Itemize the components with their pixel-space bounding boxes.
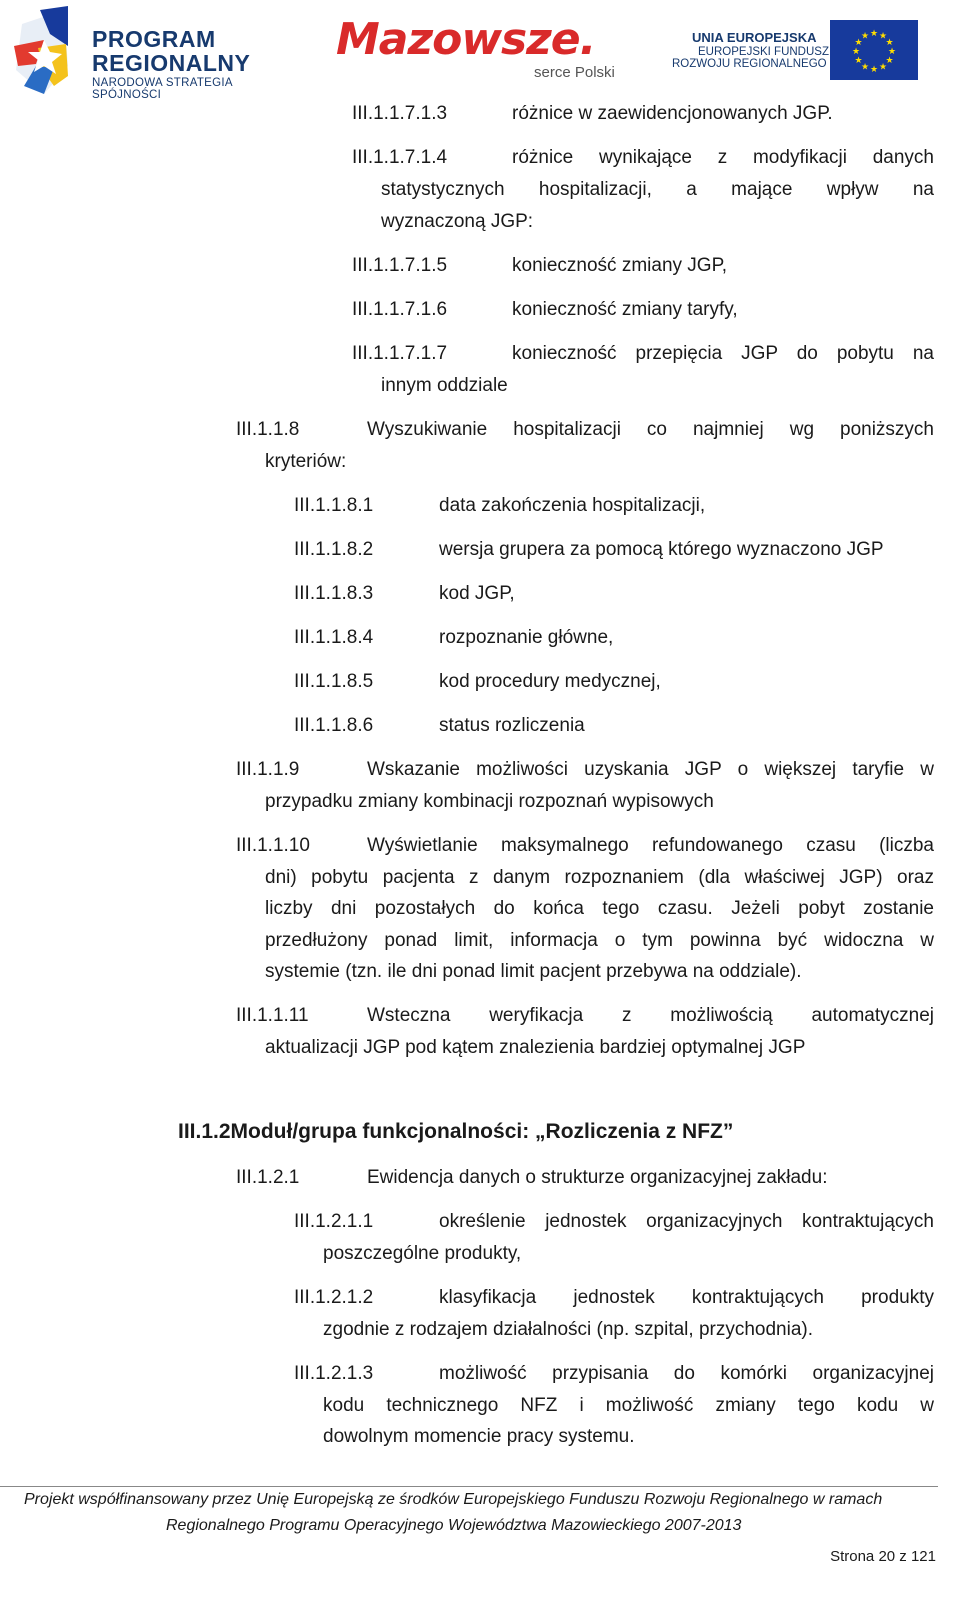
svg-text:★: ★ xyxy=(854,38,863,48)
svg-text:★: ★ xyxy=(885,38,894,48)
item-text-line: różnice wynikające z modyfikacji danych xyxy=(512,147,934,168)
item-text-line: aktualizacji JGP pod kątem znalezienia bardziej optymalnej JGP xyxy=(265,1037,806,1058)
item-text-line: Wyświetlanie maksymalnego refundowanego czasu (liczba xyxy=(367,835,934,856)
item-text-line: innym oddziale xyxy=(381,375,508,396)
item-text-line: możliwość przypisania do komórki organizacyjnej xyxy=(439,1363,934,1384)
section-title-text: Moduł/grupa funkcjonalności: „Rozliczenia z NFZ” xyxy=(230,1120,734,1143)
item-number: III.1.1.8.4 xyxy=(294,627,374,648)
item-text: status rozliczenia xyxy=(439,715,585,736)
star-logo-icon xyxy=(14,6,86,96)
item-number: III.1.2.1.3 xyxy=(294,1363,374,1384)
item-text: Ewidencja danych o strukturze organizacyjnej zakładu: xyxy=(367,1167,828,1188)
page-label: Strona xyxy=(830,1548,875,1565)
item-number: III.1.2.1 xyxy=(236,1167,300,1188)
item-number: III.1.2.1.1 xyxy=(294,1211,374,1232)
svg-text:★: ★ xyxy=(860,62,870,73)
item-number: III.1.1.7.1.5 xyxy=(352,255,448,276)
item-text-line: przypadku zmiany kombinacji rozpoznań wypisowych xyxy=(265,791,714,812)
item-text-line: Wyszukiwanie hospitalizacji co najmniej wg poniższych xyxy=(367,419,934,440)
section-heading xyxy=(178,1120,733,1144)
eu-flag-icon xyxy=(830,20,918,80)
item-number: III.1.1.8.5 xyxy=(294,671,374,692)
footer-funding-line-1: Projekt współfinansowany przez Unię Europejską ze środków Europejskiego Funduszu Rozwoju Regionalnego w ramach xyxy=(24,1491,883,1508)
eu-line-3: ROZWOJU REGIONALNEGO xyxy=(672,58,827,70)
item-number: III.1.1.11 xyxy=(236,1005,309,1026)
item-text: kod JGP, xyxy=(439,583,515,604)
item-number: III.1.1.8.3 xyxy=(294,583,374,604)
page-separator: z xyxy=(899,1548,907,1565)
item-text-line: przedłużony ponad limit, informacja o tym powinna być widoczna w xyxy=(265,930,934,951)
item-text-line: Wskazanie możliwości uzyskania JGP o większej taryfie w xyxy=(367,759,934,780)
svg-text:★: ★ xyxy=(869,65,879,75)
page-current: 20 xyxy=(878,1548,896,1565)
svg-text:★: ★ xyxy=(885,56,894,66)
svg-text:★: ★ xyxy=(854,56,863,66)
program-regionalny-logo xyxy=(14,6,304,101)
item-number: III.1.2.1.2 xyxy=(294,1287,374,1308)
item-text: kod procedury medycznej, xyxy=(439,671,661,692)
item-text-line: statystycznych hospitalizacji, a mające wpływ na xyxy=(381,179,934,200)
eu-logo xyxy=(668,20,928,90)
mazowsze-logo xyxy=(336,14,636,90)
logo-regionalny-text: REGIONALNY xyxy=(92,50,251,76)
page-number xyxy=(830,1548,936,1565)
mazowsze-brand-text: Mazowsze. xyxy=(336,14,596,65)
svg-text:★: ★ xyxy=(878,62,888,73)
item-text-line: określenie jednostek organizacyjnych kontraktujących xyxy=(439,1211,934,1232)
item-text: wersja grupera za pomocą którego wyznaczono JGP xyxy=(439,539,884,560)
item-number: III.1.1.10 xyxy=(236,835,310,856)
item-text-line: zgodnie z rodzajem działalności (np. szpital, przychodnia). xyxy=(323,1319,814,1340)
page-header xyxy=(0,0,960,101)
item-number: III.1.1.7.1.4 xyxy=(352,147,448,168)
footer-funding-line-2: Regionalnego Programu Operacyjnego Województwa Mazowieckiego 2007-2013 xyxy=(166,1517,742,1534)
item-number: III.1.1.8.6 xyxy=(294,715,374,736)
logo-strategia-text: NARODOWA STRATEGIA SPÓJNOŚCI xyxy=(92,77,233,101)
logo-program-text: PROGRAM xyxy=(92,26,216,52)
item-text: rozpoznanie główne, xyxy=(439,627,614,648)
svg-text:★: ★ xyxy=(878,31,888,42)
svg-text:★: ★ xyxy=(851,47,861,57)
footer-divider xyxy=(0,1486,938,1487)
mazowsze-tagline: serce Polski xyxy=(534,64,615,81)
page-total: 121 xyxy=(910,1548,936,1565)
item-number: III.1.1.8 xyxy=(236,419,300,440)
item-text-line: Wsteczna weryfikacja z możliwością automatycznej xyxy=(367,1005,934,1026)
item-number: III.1.1.9 xyxy=(236,759,300,780)
item-text-line: dowolnym momencie pracy systemu. xyxy=(323,1426,635,1447)
item-text: konieczność zmiany taryfy, xyxy=(512,299,738,320)
eu-line-1: UNIA EUROPEJSKA xyxy=(692,30,817,45)
item-text-line: wyznaczoną JGP: xyxy=(381,211,534,232)
item-number: III.1.1.7.1.3 xyxy=(352,103,448,124)
item-text-line: systemie (tzn. ile dni ponad limit pacjent przebywa na oddziale). xyxy=(265,961,802,982)
svg-text:★: ★ xyxy=(869,29,879,39)
svg-text:★: ★ xyxy=(860,31,870,42)
item-text-line: liczby dni pozostałych do końca tego czasu. Jeżeli pobyt zostanie xyxy=(265,898,934,919)
eu-line-2: EUROPEJSKI FUNDUSZ xyxy=(698,46,829,58)
item-text: konieczność zmiany JGP, xyxy=(512,255,728,276)
item-text-line: poszczególne produkty, xyxy=(323,1243,522,1264)
item-number: III.1.1.7.1.6 xyxy=(352,299,448,320)
item-number: III.1.1.8.2 xyxy=(294,539,374,560)
item-text: różnice w zaewidencjonowanych JGP. xyxy=(512,103,833,124)
item-text-line: kodu technicznego NFZ i możliwość zmiany tego kodu w xyxy=(323,1395,934,1416)
item-text: data zakończenia hospitalizacji, xyxy=(439,495,706,516)
item-number: III.1.1.8.1 xyxy=(294,495,374,516)
svg-text:★: ★ xyxy=(887,47,897,57)
item-text-line: kryteriów: xyxy=(265,451,347,472)
item-text-line: konieczność przepięcia JGP do pobytu na xyxy=(512,343,934,364)
item-number: III.1.1.7.1.7 xyxy=(352,343,448,364)
item-text-line: dni) pobytu pacjenta z danym rozpoznaniem (dla właściwej JGP) oraz xyxy=(265,867,934,888)
item-text-line: klasyfikacja jednostek kontraktujących produkty xyxy=(439,1287,934,1308)
section-number: III.1.2 xyxy=(178,1120,231,1143)
